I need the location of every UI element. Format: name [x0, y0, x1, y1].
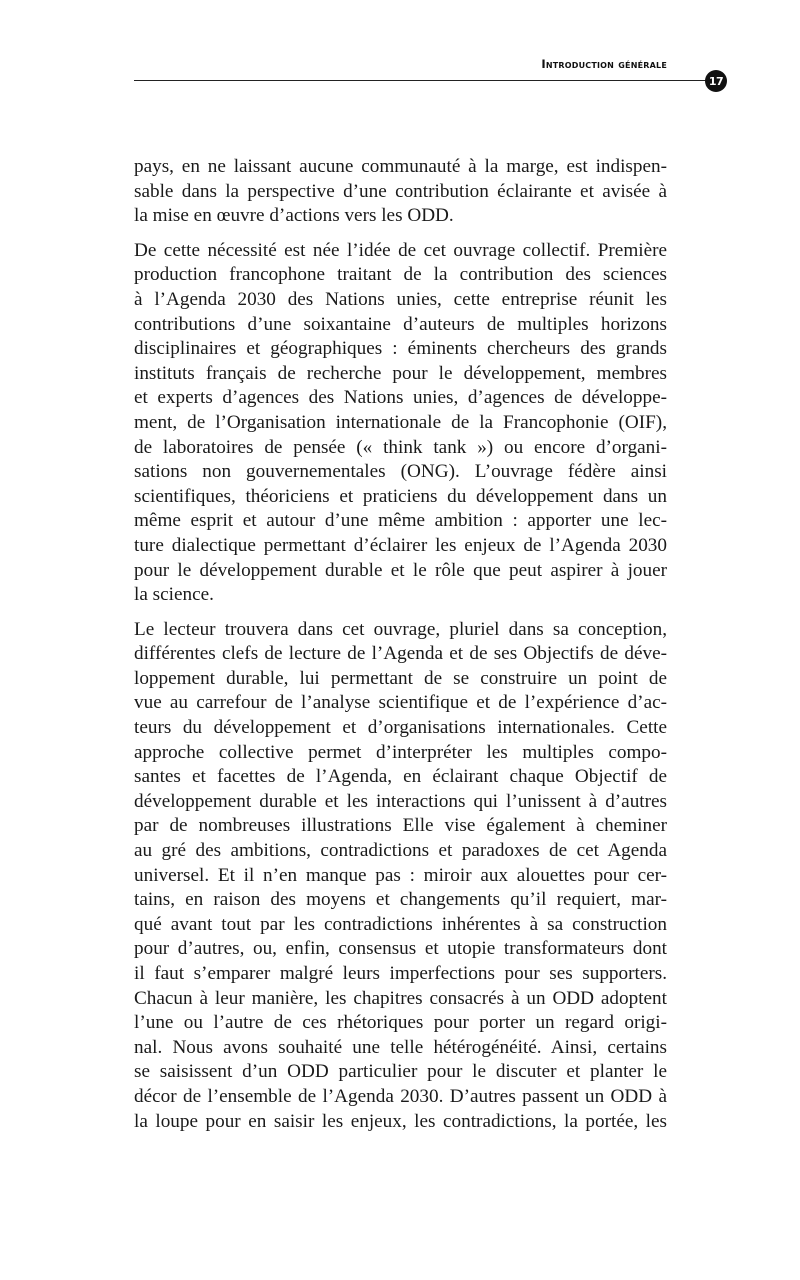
- text-line: différentes clefs de lecture de l’Agenda et de ses Objectifs de déve-: [134, 643, 667, 665]
- text-line: développement durable et les interactions qui l’unissent à d’autres: [134, 790, 667, 812]
- text-line: disciplinaires et géographiques : éminents chercheurs des grands: [134, 338, 667, 360]
- paragraph: [134, 239, 667, 608]
- text-line: décor de l’ensemble de l’Agenda 2030. D’autres passent un ODD à: [134, 1085, 667, 1107]
- text-line: pour le développement durable et le rôle que peut aspirer à jouer: [134, 559, 667, 581]
- text-line: à l’Agenda 2030 des Nations unies, cette entreprise réunit les: [134, 288, 667, 310]
- text-line: De cette nécessité est née l’idée de cet ouvrage collectif. Première: [134, 239, 667, 261]
- text-line: ture dialectique permettant d’éclairer les enjeux de l’Agenda 2030: [134, 534, 667, 556]
- text-line: la loupe pour en saisir les enjeux, les contradictions, la portée, les: [134, 1110, 667, 1132]
- text-line: vue au carrefour de l’analyse scientifique et de l’expérience d’ac-: [134, 692, 667, 714]
- text-line: se saisissent d’un ODD particulier pour le discuter et planter le: [134, 1061, 667, 1083]
- text-line: approche collective permet d’interpréter les multiples compo-: [134, 741, 667, 763]
- text-line: sations non gouvernementales (ONG). L’ouvrage fédère ainsi: [134, 461, 667, 483]
- text-line: teurs du développement et d’organisations internationales. Cette: [134, 717, 667, 739]
- text-line: Le lecteur trouvera dans cet ouvrage, pluriel dans sa conception,: [134, 618, 667, 640]
- text-line: et experts d’agences des Nations unies, d’agences de développe-: [134, 387, 667, 409]
- text-line: l’une ou l’autre de ces rhétoriques pour porter un regard origi-: [134, 1012, 667, 1034]
- paragraph: [134, 155, 667, 229]
- paragraph: [134, 618, 667, 1134]
- text-line: pays, en ne laissant aucune communauté à la marge, est indispen-: [134, 156, 667, 177]
- text-line: universel. Et il n’en manque pas : miroir aux alouettes pour cer-: [134, 864, 667, 886]
- text-line: santes et facettes de l’Agenda, en éclairant chaque Objectif de: [134, 766, 667, 788]
- text-line: il faut s’emparer malgré leurs imperfections pour ses supporters.: [134, 963, 667, 984]
- text-line: scientifiques, théoriciens et praticiens du développement dans un: [134, 485, 667, 507]
- text-line: la science.: [134, 584, 214, 606]
- text-line: au gré des ambitions, contradictions et paradoxes de cet Agenda: [134, 840, 667, 862]
- text-line: Chacun à leur manière, les chapitres consacrés à un ODD adoptent: [134, 987, 667, 1009]
- text-line: même esprit et autour d’une même ambition : apporter une lec-: [134, 510, 667, 532]
- header-rule: [134, 80, 708, 81]
- text-line: loppement durable, lui permettant de se construire un point de: [134, 667, 667, 689]
- body-text: [134, 155, 667, 1144]
- text-line: production francophone traitant de la contribution des sciences: [134, 264, 667, 286]
- running-head-title: Introduction générale: [541, 57, 667, 71]
- text-line: instituts français de recherche pour le développement, membres: [134, 362, 667, 384]
- text-line: qué avant tout par les contradictions inhérentes à sa construction: [134, 913, 667, 935]
- text-line: tains, en raison des moyens et changements qu’il requiert, mar-: [134, 889, 667, 911]
- text-line: par de nombreuses illustrations Elle vise également à cheminer: [134, 815, 667, 837]
- text-line: sable dans la perspective d’une contribution éclairante et avisée à: [134, 180, 667, 202]
- text-line: de laboratoires de pensée (« think tank ») ou encore d’organi-: [134, 436, 667, 458]
- text-line: contributions d’une soixantaine d’auteurs de multiples horizons: [134, 313, 667, 335]
- text-line: pour d’autres, ou, enfin, consensus et utopie transformateurs dont: [134, 938, 667, 960]
- page-number-badge: 17: [705, 70, 727, 92]
- running-head: [0, 0, 800, 100]
- text-line: ment, de l’Organisation internationale de la Francophonie (OIF),: [134, 411, 667, 433]
- text-line: nal. Nous avons souhaité une telle hétérogénéité. Ainsi, certains: [134, 1036, 667, 1058]
- text-line: la mise en œuvre d’actions vers les ODD.: [134, 205, 454, 227]
